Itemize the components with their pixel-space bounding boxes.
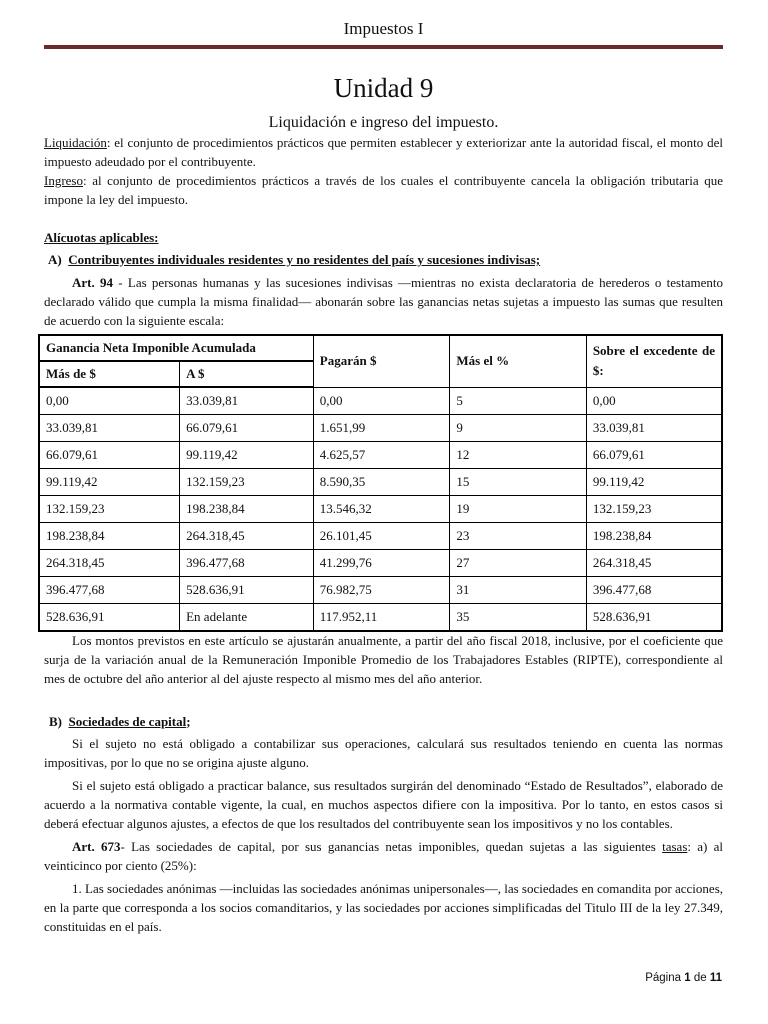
cell-pct: 5 xyxy=(450,387,586,415)
art-673-label: Art. 673 xyxy=(72,839,121,854)
subtitle: Liquidación e ingreso del impuesto. xyxy=(268,114,499,131)
cell-pay: 4.625,57 xyxy=(313,442,450,469)
cell-excess: 264.318,45 xyxy=(586,550,722,577)
cell-excess: 396.477,68 xyxy=(586,577,722,604)
table-row xyxy=(39,387,722,415)
cell-pct: 35 xyxy=(450,604,586,632)
cell-pay: 76.982,75 xyxy=(313,577,450,604)
footer-total-pages: 11 xyxy=(709,972,722,984)
definition-text: : el conjunto de procedimientos prácticos que permiten establecer y exteriorizar ante la autoridad fiscal, el monto del impuesto adeudado por el contribuyente. xyxy=(44,135,723,169)
header-rule xyxy=(44,45,723,49)
cell-pay: 1.651,99 xyxy=(313,415,450,442)
art-94-label: Art. 94 xyxy=(72,275,114,290)
cell-pct: 23 xyxy=(450,523,586,550)
cell-excess: 33.039,81 xyxy=(586,415,722,442)
document-page xyxy=(44,0,723,936)
table-header-pay: Pagarán $ xyxy=(313,335,450,387)
art-94-text: - Las personas humanas y las sucesiones indivisas —mientras no exista declaratoria de herederos o testamento declarado válido que cumpla la misma finalidad— abonarán sobre las ganancias netas sujetas a impuesto las sumas que resulten de acuerdo con la siguiente escala: xyxy=(44,275,723,328)
section-b-paragraph-1: Si el sujeto no está obligado a contabilizar sus operaciones, calculará sus resultados teniendo en cuenta las normas impositivas, por lo que no se origina ajuste alguno. xyxy=(44,736,723,770)
cell-from: 396.477,68 xyxy=(39,577,180,604)
table-row xyxy=(39,604,722,632)
section-b-paragraph-2: Si el sujeto está obligado a practicar balance, sus resultados surgirán del denominado “Estado de Resultados”, elaborado de acuerdo a la normativa contable vigente, la cual, en muchos aspectos difiere con la impositiva. Por lo tanto, en estos casos si deberá efectuar algunos ajustes, a efectos de que los resultados del contribuyente sean los impositivos y no los contables. xyxy=(44,778,723,831)
cell-to: 264.318,45 xyxy=(180,523,314,550)
cell-pay: 41.299,76 xyxy=(313,550,450,577)
cell-to: 198.238,84 xyxy=(180,496,314,523)
table-group-header: Ganancia Neta Imponible Acumulada xyxy=(39,335,313,361)
cell-excess: 132.159,23 xyxy=(586,496,722,523)
cell-from: 66.079,61 xyxy=(39,442,180,469)
section-b-heading xyxy=(44,712,723,731)
cell-excess: 0,00 xyxy=(586,387,722,415)
definition-ingreso xyxy=(44,171,723,209)
table-row xyxy=(39,415,722,442)
cell-to: 33.039,81 xyxy=(180,387,314,415)
cell-pay: 26.101,45 xyxy=(313,523,450,550)
cell-excess: 66.079,61 xyxy=(586,442,722,469)
alicuotas-heading: Alícuotas aplicables: xyxy=(44,230,159,245)
cell-pct: 19 xyxy=(450,496,586,523)
table-header-pct: Más el % xyxy=(450,335,586,387)
art-673-text-end: : a) al veinticinco por ciento (25%): xyxy=(44,839,724,873)
item-1-paragraph: 1. Las sociedades anónimas —incluidas las sociedades anónimas unipersonales—, las sociedades en comandita por acciones, en la parte que corresponda a los socios comanditarios, y las sociedades por acciones simplificadas del Titulo III de la ley 27.349, constituidas en el país. xyxy=(44,881,723,934)
section-b-title: Sociedades de capital xyxy=(68,714,187,729)
section-a-marker: A) xyxy=(48,252,62,267)
art-673-paragraph xyxy=(44,837,723,875)
cell-pay: 13.546,32 xyxy=(313,496,450,523)
cell-excess: 528.636,91 xyxy=(586,604,722,632)
cell-from: 132.159,23 xyxy=(39,496,180,523)
table-row xyxy=(39,550,722,577)
section-b-suffix: ; xyxy=(186,714,191,729)
cell-to: 528.636,91 xyxy=(180,577,314,604)
cell-pay: 0,00 xyxy=(313,387,450,415)
cell-to: 99.119,42 xyxy=(180,442,314,469)
table-row xyxy=(39,523,722,550)
section-a-heading xyxy=(44,250,723,269)
cell-pay: 8.590,35 xyxy=(313,469,450,496)
table-header-from: Más de $ xyxy=(39,361,180,387)
cell-from: 264.318,45 xyxy=(39,550,180,577)
table-row xyxy=(39,496,722,523)
cell-pct: 31 xyxy=(450,577,586,604)
cell-to: 132.159,23 xyxy=(180,469,314,496)
footer-page-number: 1 xyxy=(684,972,691,984)
table-row xyxy=(39,469,722,496)
art-673-tasas: tasas xyxy=(662,839,688,854)
page-footer xyxy=(645,972,722,984)
cell-from: 528.636,91 xyxy=(39,604,180,632)
section-b-marker: B) xyxy=(49,714,62,729)
definition-term: Liquidación xyxy=(44,135,107,150)
cell-pct: 15 xyxy=(450,469,586,496)
definition-liquidacion xyxy=(44,133,723,171)
footer-prefix: Página xyxy=(645,972,685,984)
cell-from: 99.119,42 xyxy=(39,469,180,496)
table-body xyxy=(39,387,722,631)
cell-excess: 99.119,42 xyxy=(586,469,722,496)
cell-to: En adelante xyxy=(180,604,314,632)
cell-pay: 117.952,11 xyxy=(313,604,450,632)
cell-to: 66.079,61 xyxy=(180,415,314,442)
footer-middle: de xyxy=(690,972,710,984)
header-title: Impuestos I xyxy=(343,19,424,38)
cell-from: 33.039,81 xyxy=(39,415,180,442)
montos-paragraph: Los montos previstos en este artículo se ajustarán anualmente, a partir del año fiscal 2018, inclusive, por el coeficiente que surja de la variación anual de la Remuneración Imponible Promedio de los Trabajadores Estables (RIPTE), correspondiente al mes de octubre del año anterior al del ajuste respecto al mismo mes del año anterior. xyxy=(44,633,723,686)
cell-pct: 12 xyxy=(450,442,586,469)
cell-from: 0,00 xyxy=(39,387,180,415)
art-94-paragraph xyxy=(44,273,723,330)
table-header-excess: Sobre el excedente de $: xyxy=(586,335,722,387)
unit-title: Unidad 9 xyxy=(333,73,434,103)
cell-pct: 9 xyxy=(450,415,586,442)
section-a-title: Contribuyentes individuales residentes y no residentes del país y sucesiones indivisas; xyxy=(68,252,541,267)
definition-term: Ingreso xyxy=(44,173,83,188)
cell-pct: 27 xyxy=(450,550,586,577)
cell-excess: 198.238,84 xyxy=(586,523,722,550)
definition-text: : al conjunto de procedimientos prácticos a través de los cuales el contribuyente cancela la obligación tributaria que impone la ley del impuesto. xyxy=(44,173,723,207)
cell-to: 396.477,68 xyxy=(180,550,314,577)
cell-from: 198.238,84 xyxy=(39,523,180,550)
art-673-text: - Las sociedades de capital, por sus ganancias netas imponibles, quedan sujetas a las siguientes xyxy=(120,839,663,854)
table-header-to: A $ xyxy=(180,361,314,387)
tax-scale-table xyxy=(38,334,723,632)
table-row xyxy=(39,442,722,469)
table-row xyxy=(39,577,722,604)
